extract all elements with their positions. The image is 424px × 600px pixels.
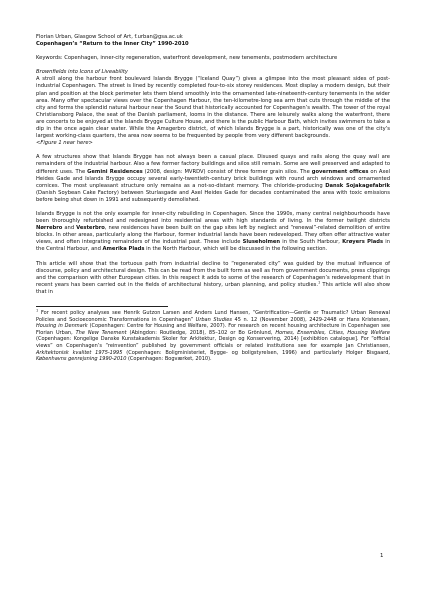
term-sluseholmen: Sluseholmen bbox=[242, 239, 281, 246]
footnote-marker: 1 bbox=[36, 308, 39, 313]
paragraph-2 bbox=[36, 154, 390, 204]
paragraph-4 bbox=[36, 261, 390, 296]
footnote-title-housing-in-denmark: Housing in Denmark bbox=[36, 323, 88, 330]
footnote-title-new-tenement: The New Tenement bbox=[75, 329, 127, 336]
footnote-text-3: (Copenhagen: Centre for Housing and Welfare, 2007). For research on recent housing architecture in Copenhagen see Florian Urban, bbox=[36, 323, 391, 336]
footnote-text-6: (Copenhagen: Boligministeriet, Bygge- og boligstyrelsen, 1996) and particularly Holger Bisgaard, bbox=[122, 349, 390, 356]
section-heading: Brownfields into Icons of Liveability bbox=[36, 69, 128, 76]
footnote-title-homes-ensembles: Homes, Ensembles, Cities, Housing Welfare bbox=[275, 329, 390, 336]
keywords: Keywords: Copenhagen, inner-city regeneration, waterfront development, new tenements, postmodern architecture bbox=[36, 55, 338, 62]
term-amerika-plads: Amerika Plads bbox=[102, 246, 145, 253]
page-number: 1 bbox=[380, 553, 384, 559]
paragraph-3 bbox=[36, 211, 390, 254]
term-dansk-sojakagefabrik: Dansk Sojakagefabrik bbox=[325, 182, 390, 189]
paragraph-1: A stroll along the harbour front boulevard Islands Brygge (“Iceland Quay”) gives a glimpse into the most pleasant sides of post-industrial Copenhagen. The street is lined by recently completed four-to-six storey residences. Most display a modern design, but their plan and position at the block perimeter lets them blend smoothly into the ornamented late-nineteenth-century tenements in the wider area. Many offer spectacular views over the Copenhagen Harbour, the ten-kilometre-long sea arm that cuts through the middle of the city and forms the splendid natural harbour near the Sound that historically accounted for Copenhagen’s wealth. The tower of the royal Christiansborg Palace, the seat of the Danish parliament, looms in the distance. There are leisurely walks along the waterfront, there are concerts to be enjoyed at the Islands Brygge Culture House, and there is the public Harbour Bath, which invites swimmers to take a dip in the once again clear water. While the Amagerbro district, of which Islands Brygge is a part, historically was one of the city’s largest working-class quarters, the area now seems to be frequented by people from very different backgrounds. bbox=[36, 76, 390, 140]
paragraph-3-text-5: in the Central Harbour, and bbox=[36, 239, 390, 253]
footnote-title-kobenhavns-genrejsning: Københavns genrejsning 1990-2010 bbox=[36, 356, 127, 363]
figure-placeholder: <Figure 1 near here> bbox=[36, 140, 93, 147]
footnote-text-4: (Abingdon: Routledge, 2018), 85–102 or Bo Grönlund, bbox=[126, 329, 276, 336]
page-content bbox=[36, 34, 390, 363]
footnote-1 bbox=[36, 310, 390, 363]
paragraph-3-text-1: Islands Brygge is not the only example for inner-city rebuilding in Copenhagen. Since the 1990s, many central neighbourhoods have been thoroughly refurbished and redesigned into residential areas with high standards of living. In the former twilight districts bbox=[36, 210, 390, 225]
term-government-offices: government offices bbox=[311, 168, 369, 175]
paragraph-3-text-6: in the North Harbour, which will be discussed in the following section. bbox=[144, 246, 328, 253]
footnote-divider bbox=[36, 306, 168, 307]
footnote-text-5: (Copenhagen: Kongelige Danske Kunstakademis Skoler for Arkitektur, Design og Konservering, 2014) [exhibition catalogue]. For “official views” on Copenhagen’s “reinvention” published by government officials or related institutions see for example Jan Christiansen, bbox=[36, 336, 390, 349]
footnote-text-1: For recent policy analyses see Henrik Gutzon Larsen and Anders Lund Hansen, “Gentrification—Gentle or Traumatic? Urban Renewal Policies and Socioeconomic Transformations in Copenhagen” bbox=[36, 310, 390, 323]
paragraph-2-text-2: (2008, design: MVRDV) consist of three former grain silos. The bbox=[142, 168, 312, 175]
term-norrebro: Nørrebro bbox=[36, 225, 63, 232]
paragraph-2-text-4: (Danish Soybean Cake Factory) between Sturlasgade and Axel Heides Gade for decades contaminated the area with toxic emissions before being shut down in 1991 and subsequently demolished. bbox=[36, 189, 390, 203]
author-line: Florian Urban, Glasgow School of Art, f.urban@gsa.ac.uk bbox=[36, 34, 183, 40]
footnote-title-arkitektonisk-kvalitet: Arkitektonisk kvalitet 1975-1995 bbox=[36, 349, 123, 356]
article-title: Copenhagen’s “Return to the Inner City” 1990-2010 bbox=[36, 41, 189, 48]
term-kroyers-plads: Krøyers Plads bbox=[342, 239, 384, 246]
paragraph-3-text-2: and bbox=[62, 225, 77, 232]
term-gemini-residences: Gemini Residences bbox=[87, 168, 143, 175]
footnote-reference[interactable]: 1 bbox=[318, 280, 321, 285]
term-vesterbro: Vesterbro bbox=[76, 225, 105, 232]
footnote-text-7: (Copenhagen: Bogværket, 2010). bbox=[126, 356, 212, 363]
paragraph-2-text-1: A few structures show that Islands Brygge has not always been a casual place. Disused quays and rails along the quay wall are remainders of the industrial harbour. Also a few former factory buildings and silos still remain. Some are well preserved and adapted to different uses. The bbox=[36, 154, 390, 175]
footnote-text-2: 45 n. 12 (November 2008), 2429-2448 or Hans Kristensen, bbox=[231, 316, 391, 323]
paragraph-4-text-1: This article will show that the tortuous path from industrial decline to “regenerated city” was guided by the mutual influence of discourse, policy and architectural design. This can be read from the built form as well as from government documents, press clippings and the comparison with other European cities. In this respect it adds to some of the research of Copenhagen’s redevelopment that in recent years has been carried out in the fields of architectural history, urban planning, and policy studies. bbox=[36, 260, 390, 288]
paragraph-4-text-2: This article will also show that in bbox=[36, 281, 390, 295]
paragraph-3-text-4: in the South Harbour, bbox=[280, 239, 343, 246]
paragraph-3-text-3: , new residences have been built on the gap sites left by neglect and “renewal”-related demolition of entire blocks. In other areas, particularly along the Harbour, former industrial lands have been redeveloped. They often offer attractive water views, and often integrating remainders of the industrial past. These include bbox=[36, 225, 391, 246]
footnote-title-urban-studies: Urban Studies bbox=[195, 316, 232, 323]
paragraph-2-text-3: on Axel Heides Gade and Islands Brygge occupy several early-twentieth-century brick buildings with round arch windows and ornamented cornices. The most unpleasant structure only remains as a not-so-distant memory. The chloride-producing bbox=[36, 168, 390, 189]
